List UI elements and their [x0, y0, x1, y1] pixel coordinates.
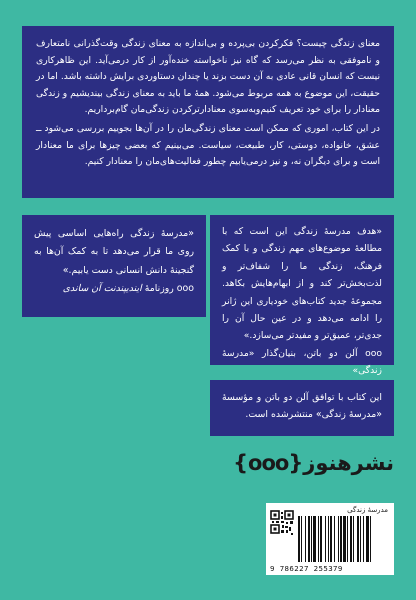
- description-paragraph-1: معنای زندگی چیست؟ فکرکردن بی‌پرده و بی‌اندازه به معنای زندگی وقت‌گذرانی نامتعارف و نامو‌فقی به نظر می‌رسد که گاه نیز ناخواسته خنده‌آور از کار درمی‌آید. این ظاهرکاری نیست که انسان قانی عادی به آن دست بزند یا چندان دستاوردی برایش داشته باشد. اما در حقیقت، این موضوع به همه مربوط می‌شود. همهٔ ما باید به معنای زندگی بیندیشیم و زندگی معنادار را برای خود تعریف کنیم‌وبه‌سوی معنادار‌ترکردن زندگی‌مان گام‌برداریم.: [36, 38, 380, 116]
- barcode-card: [266, 503, 394, 575]
- description-box: [22, 26, 394, 198]
- qr-code-icon: [270, 507, 294, 549]
- founder-quote-text: «هدف مدرسهٔ زندگی این است که با مطالعهٔ موضوع‌های مهم زندگی و با کمک فرهنگ، زندگی ما را شفاف‌تر و لذت‌بخش‌تر کند و از ابهام‌هایش بکاهد. مجموعهٔ جدید کتاب‌های خودیاری این ژانر را ادامه می‌دهد و در عین حال آن را جدی‌تر، عمیق‌تر و مفیدتر می‌سازد.»: [222, 226, 382, 342]
- founder-quote-box: [210, 215, 394, 377]
- attribution-prefix: ooo روزنامهٔ: [144, 283, 194, 295]
- barcode-label: مدرسهٔ زندگی: [347, 506, 388, 514]
- publisher-name: نشرهنوز: [303, 451, 394, 475]
- publisher-braces-mark: {ooo}: [233, 451, 304, 475]
- newspaper-quote-box: [22, 215, 206, 317]
- publisher-logo: [233, 450, 394, 476]
- publication-note-box: [210, 380, 394, 436]
- description-paragraph-2: در این کتاب، اموری که ممکن است معنای زندگی‌مان را در آن‌ها بجوییم بررسی می‌شود ــ عشق، خانواده، دوستی، کار، طبیعت، سیاست. می‌بینیم که بعضی چیزها برای ما معنادار است و برای دیگران نه، و نیز درمی‌یابیم چطور فعالیت‌های‌مان را معنادار کنیم.: [36, 122, 380, 168]
- attribution-source: ایندیپندنت آن ساندی: [62, 283, 142, 295]
- barcode-icon: [298, 516, 390, 562]
- newspaper-quote-attribution: [34, 280, 194, 298]
- publication-note-text: این کتاب با توافق آلن دو باتن و مؤسسهٔ «مدرسهٔ زندگی» منتشرشده است.: [222, 392, 382, 420]
- founder-quote-attribution: ooo آلن دو باتن، بنیان‌گذار «مدرسهٔ زندگی»: [222, 347, 382, 377]
- newspaper-quote-text: «مدرسهٔ زندگی راه‌هایی اساسی پیش روی ما قرار می‌دهد تا به کمک آن‌ها به گنجینهٔ دانش انسانی دست یابیم.»: [34, 228, 194, 276]
- isbn-number: 9 786227 255379: [270, 564, 343, 573]
